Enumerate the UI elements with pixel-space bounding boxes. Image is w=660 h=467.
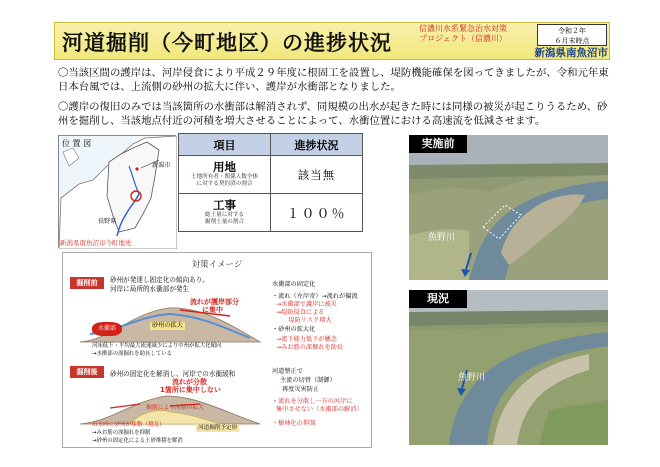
before-right-1: ・流れ（左岸寄）→流れが偏流 <box>272 293 358 300</box>
before-flow-label-1: 流れが護岸部分 <box>190 298 239 306</box>
office-name: 新潟県南魚沼市 <box>534 47 608 59</box>
row-item-note-2: に対する契約済の割合 <box>196 181 253 187</box>
table-header-status: 進捗状況 <box>271 134 363 156</box>
photo-after <box>409 290 608 445</box>
map-graphic <box>59 136 177 249</box>
location-map <box>58 135 176 248</box>
before-sand-label: 砂州の拡大 <box>152 322 183 329</box>
date-box <box>537 24 607 46</box>
progress-table <box>178 133 363 232</box>
after-bottom-3: →砂州の固定化による土砂堆積を解消 <box>92 438 183 444</box>
photo-before-river-label: 魚野川 <box>428 233 456 243</box>
before-right-4: 堤防リスク増大 <box>276 317 332 324</box>
map-label-nagano: 長野県 <box>98 218 117 225</box>
after-desc-1: 砂州の固定化を解消し、河岸での水衝緩和 <box>110 370 236 378</box>
before-right-2: →水衝部で護岸に被災 <box>276 301 337 308</box>
table-cell-item <box>179 194 271 232</box>
table-row <box>179 194 363 232</box>
after-right-4: 集中させない（水衝部の解消） <box>276 406 363 413</box>
row-item-note-1: 土地所有者・関係人数全体 <box>190 174 259 180</box>
after-excavated-label: 河道掘削予定形 <box>198 425 238 431</box>
after-right-2: 再度災害防止 <box>282 386 320 393</box>
before-right-6: →流下能力低下が懸念 <box>276 336 337 343</box>
photo-after-river-label: 魚野川 <box>458 373 486 383</box>
after-right-3: ・流れを分散し一方の河岸に <box>272 398 353 405</box>
date-line-2: ６月末時点 <box>554 37 590 45</box>
photo-before <box>409 135 608 280</box>
page-title: 河道掘削（今町地区）の進捗状況 <box>62 31 392 55</box>
before-right-5: ・砂州の拡大化 <box>272 326 316 333</box>
photo-after-label: 現況 <box>409 290 467 308</box>
map-title: 位 置 図 <box>62 139 92 148</box>
before-desc-2: 河岸に局所的水衝部が発生 <box>110 285 190 293</box>
after-sand-label: 掘削により河積の拡大 <box>146 405 204 411</box>
date-line-1: 令和２年 <box>558 27 586 35</box>
before-right-7: →みお筋の深掘れを助長 <box>276 344 344 351</box>
after-right-1: 主流の切替（制御） <box>280 377 336 384</box>
before-flow-label-2: に集中 <box>202 306 223 314</box>
map-label-niigata: 新潟市 <box>152 162 171 169</box>
project-name <box>392 24 534 44</box>
row-item-label: 用地 <box>213 160 236 174</box>
intro-paragraph-2: 〇護岸の復旧のみでは当該箇所の水衝部は解消されず、同規模の出水が起きた時には同様の被災が起こりうるため、砂州を掘削し、当該地点付近の河積を増大させることによって、水衝位置における高速流を低減させます。 <box>58 101 608 127</box>
table-header-row <box>179 134 363 156</box>
project-line-2: プロジェクト（信濃川） <box>419 34 507 43</box>
before-bottom-1: 河床低下・平均最大流速減少により中州が拡大化傾向 <box>92 343 222 349</box>
row-item-note-2: 掘削土量の割合 <box>204 219 245 225</box>
after-right-5: ・樹林化の抑制 <box>272 420 316 427</box>
table-row <box>179 156 363 194</box>
before-tag: 掘削前 <box>70 277 104 289</box>
map-caption: 新潟県南魚沼市今町地先 <box>60 239 132 247</box>
countermeasure-title: 対策イメージ <box>191 260 243 270</box>
table-header-item: 項目 <box>179 134 271 156</box>
after-flow-label-1: 流れが分散 <box>172 378 207 386</box>
before-right-head: 水衝部の固定化 <box>272 281 316 288</box>
after-right-head: 河道整正で <box>272 368 303 375</box>
after-bottom-1: 出水時に砂州が移動（撹乱） <box>92 422 165 428</box>
project-line-1: 信濃川水系緊急治水対策 <box>419 24 507 33</box>
photo-before-label: 実施前 <box>409 135 467 153</box>
before-diagram <box>70 294 270 344</box>
row-status: 該当無 <box>271 156 363 194</box>
before-desc-1: 砂州が発達し固定化の傾向あり。 <box>110 276 209 284</box>
after-bottom-2: →みお筋の深掘れを抑制 <box>92 430 151 436</box>
intro-paragraph-1: 〇当該区間の護岸は、河岸侵食により平成２９年度に根固工を設置し、堤防機能確保を図ってきましたが、令和元年東日本台風では、上流側の砂州の拡大に伴い、護岸が水衝部となりました。 <box>58 67 609 93</box>
after-flow-label-2: 1箇所に集中しない <box>160 386 221 394</box>
after-tag: 掘削後 <box>70 366 104 378</box>
impact-point-badge: 水衝部 <box>92 322 122 336</box>
row-status: １００％ <box>271 194 363 232</box>
before-bottom-2: →水衝部の深掘れを助長している <box>92 351 172 357</box>
row-item-label: 工事 <box>213 198 236 212</box>
table-cell-item <box>179 156 271 194</box>
before-right-3: →堤防侵食による <box>276 309 325 316</box>
row-item-note-1: 総土量に対する <box>204 212 245 218</box>
